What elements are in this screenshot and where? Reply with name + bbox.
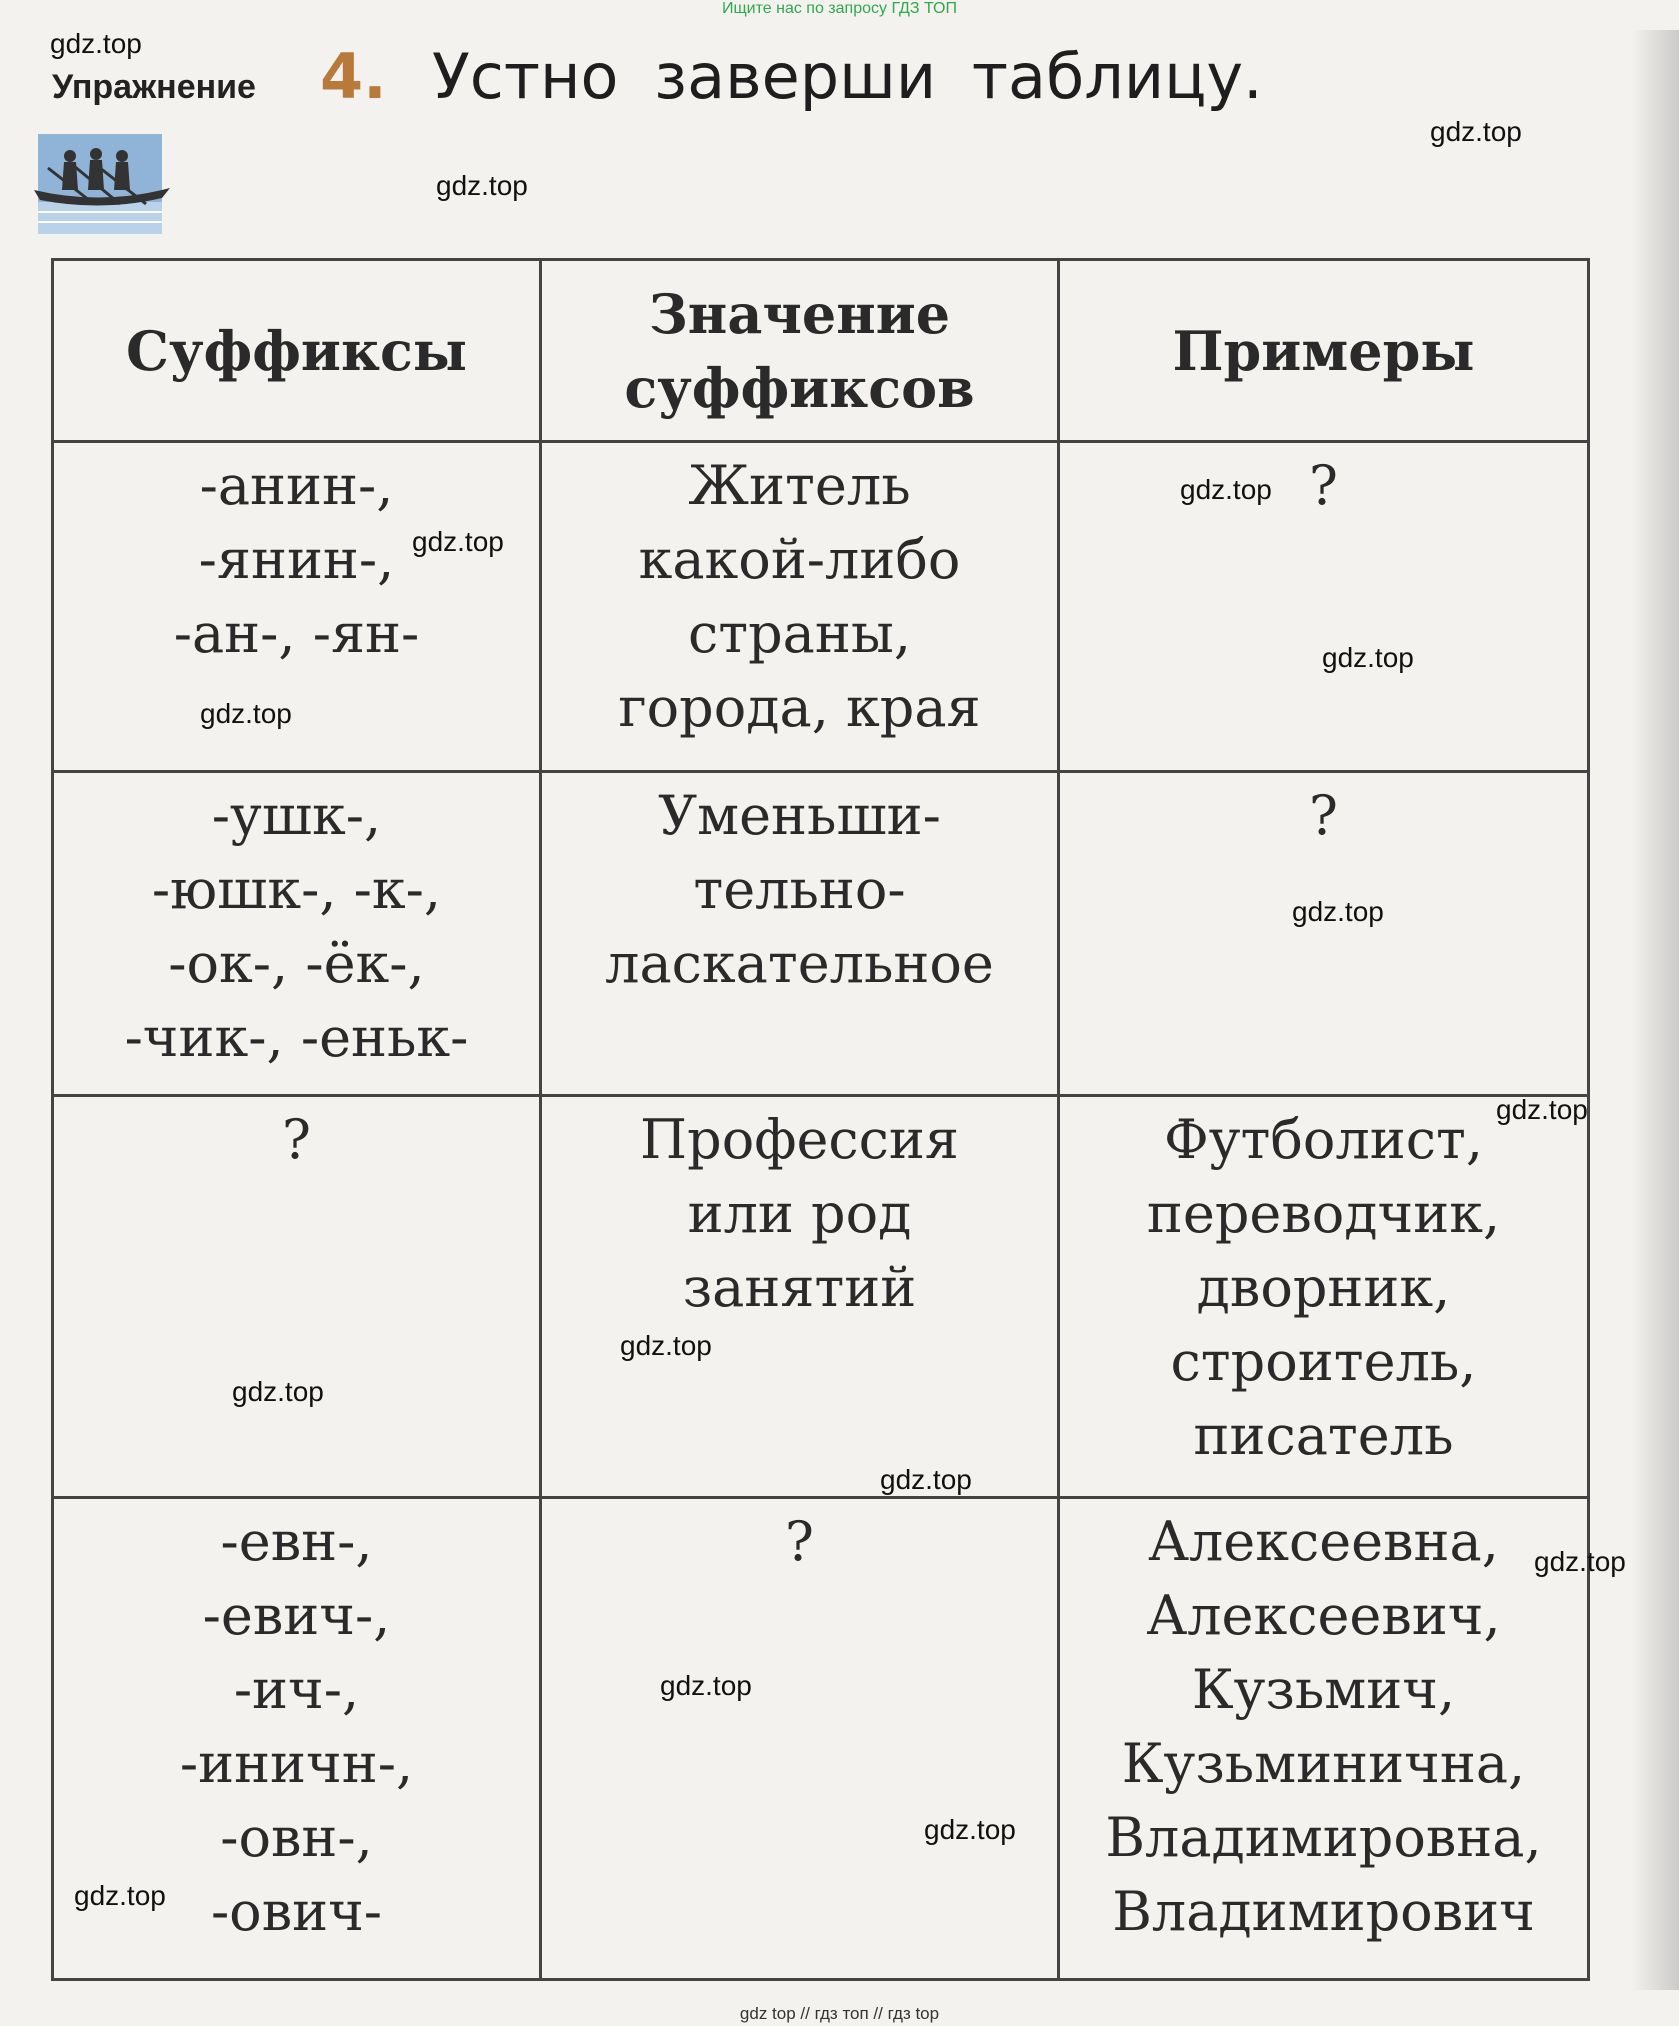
- meaning-line: Уменьши-: [658, 784, 941, 847]
- watermark: gdz.top: [74, 1880, 166, 1911]
- examples-cell: [1059, 772, 1589, 1096]
- example-line: Алексеевна,: [1148, 1510, 1499, 1573]
- watermark: gdz.top: [50, 28, 142, 59]
- example-line: строитель,: [1170, 1330, 1477, 1393]
- missing-value-mark: ?: [1309, 454, 1338, 517]
- meaning-line: ласкательное: [605, 932, 994, 995]
- meaning-line: города, края: [618, 676, 981, 739]
- column-header-examples: Примеры: [1059, 260, 1589, 442]
- suffix-line: -чик-, -еньк-: [124, 1006, 469, 1069]
- watermark: gdz.top: [1496, 1094, 1588, 1125]
- watermark: gdz.top: [924, 1814, 1016, 1845]
- suffix-table: [51, 258, 1590, 1981]
- table-header-row: [53, 260, 1589, 442]
- meaning-cell: [541, 442, 1059, 772]
- suffix-line: -евн-,: [220, 1510, 373, 1573]
- column-header-suffixes: Суффиксы: [53, 260, 541, 442]
- examples-cell: [1059, 1498, 1589, 1980]
- example-line: Владимирович: [1112, 1880, 1535, 1943]
- bottom-banner: gdz top // гдз топ // гдз top: [739, 2004, 940, 2023]
- watermark: gdz.top: [1534, 1546, 1626, 1577]
- watermark: gdz.top: [436, 170, 528, 201]
- meaning-cell: [541, 1498, 1059, 1980]
- meaning-line: Житель: [688, 454, 911, 517]
- example-line: Кузьмич,: [1191, 1658, 1456, 1721]
- suffix-line: -юшк-, -к-,: [151, 858, 442, 921]
- watermark: gdz.top: [232, 1376, 324, 1407]
- example-line: дворник,: [1196, 1256, 1451, 1319]
- meaning-line: Профессия: [640, 1108, 959, 1171]
- page-edge-shadow: [1631, 30, 1679, 1990]
- missing-value-mark: ?: [785, 1510, 814, 1573]
- example-line: Кузьминична,: [1121, 1732, 1526, 1795]
- watermark: gdz.top: [412, 526, 504, 557]
- column-header-meaning: Значение суффиксов: [541, 260, 1059, 442]
- suffix-line: -овн-,: [220, 1806, 373, 1869]
- examples-cell: [1059, 1096, 1589, 1498]
- examples-cell: [1059, 442, 1589, 772]
- table-row: [53, 1498, 1589, 1980]
- missing-value-mark: ?: [282, 1108, 311, 1171]
- suffixes-cell: [53, 442, 541, 772]
- suffix-line: -ан-, -ян-: [173, 602, 420, 665]
- missing-value-mark: ?: [1309, 784, 1338, 847]
- meaning-cell: [541, 1096, 1059, 1498]
- meaning-line: занятий: [682, 1256, 917, 1319]
- suffixes-cell: [53, 772, 541, 1096]
- watermark: gdz.top: [880, 1464, 972, 1495]
- watermark: gdz.top: [620, 1330, 712, 1361]
- watermark: gdz.top: [1292, 896, 1384, 927]
- exercise-number: 4.: [320, 40, 387, 113]
- watermark: gdz.top: [660, 1670, 752, 1701]
- meaning-line: страны,: [687, 602, 911, 665]
- example-line: Алексеевич,: [1146, 1584, 1501, 1647]
- table-row: [53, 772, 1589, 1096]
- suffixes-cell: [53, 1096, 541, 1498]
- suffix-line: -ович-: [210, 1880, 383, 1943]
- rowing-boat-icon: [34, 132, 170, 240]
- suffix-line: -ушк-,: [211, 784, 382, 847]
- example-line: Футболист,: [1163, 1108, 1484, 1171]
- example-line: переводчик,: [1146, 1182, 1501, 1245]
- watermark: gdz.top: [1180, 474, 1272, 505]
- example-line: писатель: [1193, 1404, 1454, 1467]
- table-row: [53, 1096, 1589, 1498]
- example-line: Владимировна,: [1105, 1806, 1542, 1869]
- meaning-line: какой-либо: [638, 528, 961, 591]
- meaning-cell: [541, 772, 1059, 1096]
- meaning-line: или род: [687, 1182, 912, 1245]
- exercise-instruction: Устно заверши таблицу.: [432, 40, 1263, 113]
- watermark: gdz.top: [200, 698, 292, 729]
- top-banner: Ищите нас по запросу ГДЗ ТОП: [722, 0, 957, 17]
- suffix-line: -иничн-,: [179, 1732, 414, 1795]
- suffix-line: -ич-,: [233, 1658, 360, 1721]
- meaning-line: тельно-: [693, 858, 906, 921]
- suffix-line: -янин-,: [198, 528, 395, 591]
- suffix-line: -ок-, -ёк-,: [168, 932, 425, 995]
- watermark: gdz.top: [1430, 116, 1522, 147]
- suffix-line: -анин-,: [199, 454, 394, 517]
- suffix-line: -евич-,: [202, 1584, 391, 1647]
- watermark: gdz.top: [1322, 642, 1414, 673]
- exercise-label: Упражнение: [52, 68, 256, 106]
